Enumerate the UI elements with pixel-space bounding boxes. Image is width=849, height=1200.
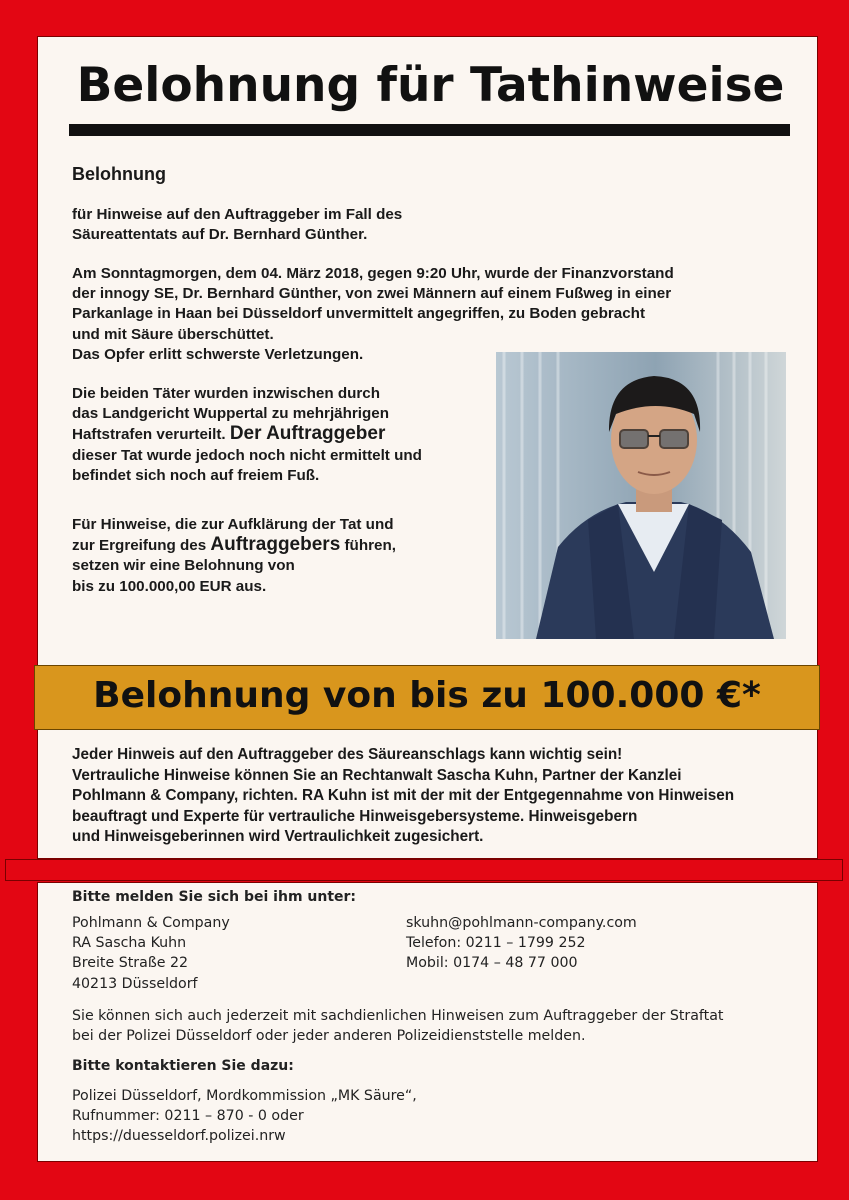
address-line: Breite Straße 22 bbox=[72, 955, 189, 972]
appeal-line bbox=[72, 535, 396, 556]
contact-heading: Bitte melden Sie sich bei ihm unter: bbox=[72, 889, 357, 905]
notice-line: und Hinweisgeberinnen wird Vertraulichkeit zugesichert. bbox=[72, 828, 484, 845]
reward-banner bbox=[34, 665, 820, 730]
divider-strip bbox=[5, 859, 843, 881]
incident-line: der innogy SE, Dr. Bernhard Günther, von zwei Männern auf einem Fußweg in einer bbox=[72, 285, 672, 303]
lawyer-contact-channels bbox=[406, 913, 637, 974]
notice-line: Pohlmann & Company, richten. RA Kuhn ist mit der mit der Entgegennahme von Hinweisen bbox=[72, 787, 735, 804]
verdict-line: Die beiden Täter wurden inzwischen durch bbox=[72, 385, 381, 402]
verdict-line bbox=[72, 424, 422, 445]
notice-line: Jeder Hinweis auf den Auftraggeber des Säureanschlags kann wichtig sein! bbox=[72, 746, 623, 763]
appeal-text-part: zur Ergreifung des bbox=[72, 537, 211, 555]
incident-line: Das Opfer erlitt schwerste Verletzungen. bbox=[72, 345, 364, 363]
incident-line: und mit Säure überschüttet. bbox=[72, 325, 274, 343]
address-line: RA Sascha Kuhn bbox=[72, 935, 187, 952]
verdict-line: dieser Tat wurde jedoch noch nicht ermittelt und bbox=[72, 446, 422, 464]
verdict-text-part: Haftstrafen verurteilt. bbox=[72, 426, 230, 444]
notice-line: beauftragt und Experte für vertrauliche Hinweisgebersysteme. Hinweisgebern bbox=[72, 807, 638, 825]
intro-text bbox=[72, 205, 402, 245]
appeal-line: bis zu 100.000,00 EUR aus. bbox=[72, 577, 267, 595]
email-address: skuhn@pohlmann-company.com bbox=[406, 915, 637, 931]
confidentiality-notice bbox=[72, 745, 734, 848]
incident-description bbox=[72, 264, 674, 365]
title-underline bbox=[69, 124, 790, 136]
verdict-text bbox=[72, 384, 422, 486]
police-heading: Bitte kontaktieren Sie dazu: bbox=[72, 1058, 294, 1074]
incident-line: Am Sonntagmorgen, dem 04. März 2018, gegen 9:20 Uhr, wurde der Finanzvorstand bbox=[72, 265, 674, 282]
address-line: 40213 Düsseldorf bbox=[72, 975, 198, 992]
police-note-line: Sie können sich auch jederzeit mit sachdienlichen Hinweisen zum Auftraggeber der Straftat bbox=[72, 1008, 724, 1024]
police-note-line: bei der Polizei Düsseldorf oder jeder anderen Polizeidienststelle melden. bbox=[72, 1028, 586, 1045]
verdict-line: befindet sich noch auf freiem Fuß. bbox=[72, 466, 320, 484]
emphasis-client: Der Auftraggeber bbox=[229, 423, 386, 445]
emphasis-client: Auftraggebers bbox=[210, 534, 341, 556]
reward-appeal bbox=[72, 515, 396, 597]
appeal-line: setzen wir eine Belohnung von bbox=[72, 557, 295, 575]
reward-amount: Belohnung von bis zu 100.000 €* bbox=[93, 675, 761, 716]
verdict-line: das Landgericht Wuppertal zu mehrjährigen bbox=[72, 405, 390, 423]
notice-line: Vertrauliche Hinweise können Sie an Rechtanwalt Sascha Kuhn, Partner der Kanzlei bbox=[72, 766, 682, 784]
intro-line: Säureattentats auf Dr. Bernhard Günther. bbox=[72, 226, 368, 244]
police-phone: Rufnummer: 0211 – 870 - 0 oder bbox=[72, 1108, 304, 1125]
address-line: Pohlmann & Company bbox=[72, 915, 230, 931]
police-note bbox=[72, 1006, 723, 1046]
phone-number: Telefon: 0211 – 1799 252 bbox=[406, 935, 586, 952]
police-contact-line: Polizei Düsseldorf, Mordkommission „MK Säure“, bbox=[72, 1088, 417, 1104]
intro-line: für Hinweise auf den Auftraggeber im Fall des bbox=[72, 206, 403, 223]
appeal-line: Für Hinweise, die zur Aufklärung der Tat und bbox=[72, 516, 394, 533]
victim-portrait bbox=[496, 352, 786, 639]
page-title: Belohnung für Tathinweise bbox=[76, 58, 785, 113]
section-label: Belohnung bbox=[72, 164, 166, 184]
police-website: https://duesseldorf.polizei.nrw bbox=[72, 1128, 286, 1145]
mobile-number: Mobil: 0174 – 48 77 000 bbox=[406, 955, 578, 972]
incident-line: Parkanlage in Haan bei Düsseldorf unvermittelt angegriffen, zu Boden gebracht bbox=[72, 305, 646, 323]
police-contact bbox=[72, 1086, 417, 1147]
appeal-text-part: führen, bbox=[340, 537, 396, 555]
lawyer-address bbox=[72, 913, 230, 994]
